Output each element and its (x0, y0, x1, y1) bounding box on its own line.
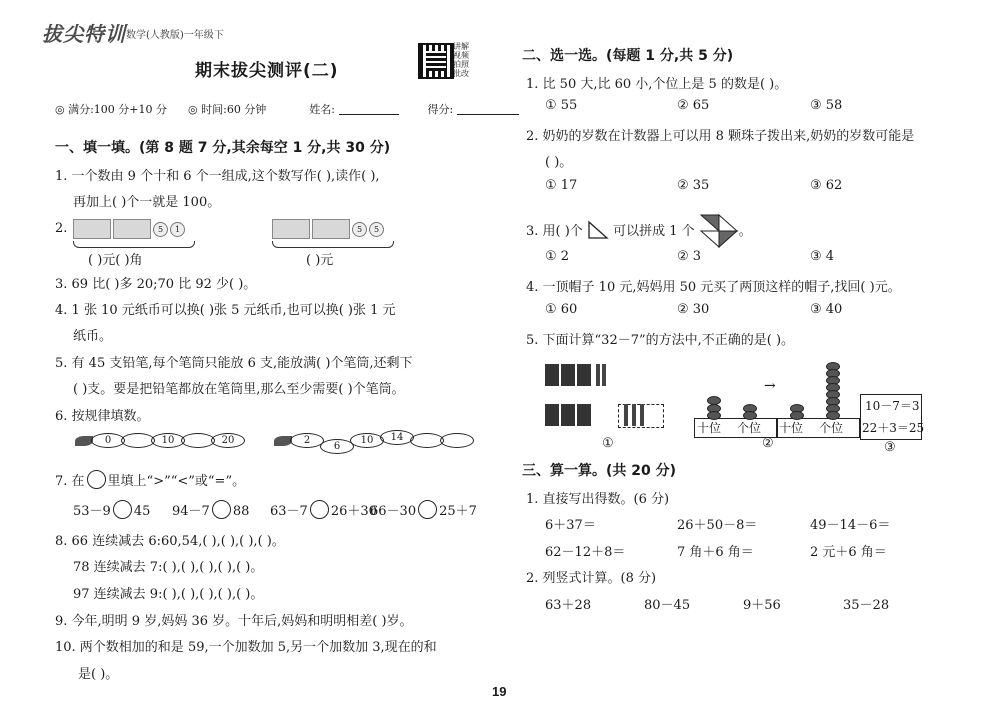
calc-item: 7 角＋6 角＝ (677, 545, 754, 560)
seq-cell[interactable] (121, 433, 155, 448)
question-9: 9. 今年,明明 9 岁,妈妈 36 岁。十年后,妈妈和明明相差( )岁。 (55, 614, 413, 629)
qr-label: 讲解视频拍照批改 (453, 42, 469, 78)
abacus-1-ones: 个位 (737, 421, 762, 435)
seq-cell[interactable]: 14 (380, 430, 414, 445)
choice-4-opt-1[interactable]: ① 60 (545, 302, 578, 317)
question-4b: 纸币。 (73, 329, 113, 344)
compare-item-3: 63－7 26＋30 (270, 500, 377, 519)
question-8b: 78 连续减去 7:( ),( ),( ),( ),( )。 (73, 560, 264, 575)
seq-cell[interactable] (181, 433, 215, 448)
choice-4-opt-3[interactable]: ③ 40 (810, 302, 843, 317)
triangle-icon (587, 220, 609, 240)
page-number: 19 (492, 684, 507, 699)
calc-item: 2 元＋6 角＝ (810, 545, 887, 560)
compare-item-1: 53－9 45 (73, 500, 150, 519)
name-field[interactable] (339, 102, 399, 115)
choice-3-mid: 可以拼成 1 个 (613, 224, 695, 239)
compare-circle[interactable] (310, 500, 329, 519)
calc-item: 49－14－6＝ (810, 518, 891, 533)
abacus-1-tens: 十位 (697, 421, 722, 435)
method-1-label: ① (602, 436, 614, 451)
choice-3: 3. 用( )个 可以拼成 1 个 。 (526, 213, 752, 249)
question-8a: 8. 66 连续减去 6:60,54,( ),( ),( ),( )。 (55, 534, 285, 549)
sequence-2 (274, 432, 474, 452)
seq-cell[interactable] (440, 433, 474, 448)
compare-item-2: 94－7 88 (172, 500, 249, 519)
seq-cell[interactable]: 2 (290, 433, 324, 448)
calc-2-title: 2. 列竖式计算。(8 分) (526, 571, 657, 586)
question-7-tail: 里填上“>”“<”或“=”。 (107, 474, 246, 489)
time-limit: ◎ 时间:60 分钟 (188, 103, 267, 116)
choice-2-opt-3[interactable]: ③ 62 (810, 178, 843, 193)
coin-icon: 5 (153, 222, 168, 237)
equation-2: 22＋3＝25 (862, 421, 925, 435)
calc-item: 26＋50－8＝ (677, 518, 758, 533)
question-10a: 10. 两个数相加的和是 59,一个加数加 5,另一个加数加 3,现在的和 (55, 640, 437, 655)
choice-1-opt-1[interactable]: ① 55 (545, 98, 578, 113)
method-2-label: ② (762, 436, 774, 451)
name-label: 姓名: (309, 103, 336, 116)
brace-right (272, 241, 394, 248)
compare-circle (87, 470, 106, 489)
choice-3-pre: 3. 用( )个 (526, 224, 583, 239)
method-3-label: ③ (884, 440, 896, 455)
section-choose: 二、选一选。(每题 1 分,共 5 分) (522, 48, 734, 64)
coin-icon: 1 (170, 222, 185, 237)
calc-item: 6＋37＝ (545, 518, 596, 533)
choice-2-opt-1[interactable]: ① 17 (545, 178, 578, 193)
subject-label: 数学(人教版)一年级下 (126, 30, 224, 41)
sequence-1 (75, 433, 245, 448)
question-1b: 再加上( )个一就是 100。 (73, 195, 221, 210)
seq-cell[interactable]: 10 (151, 433, 185, 448)
compare-circle[interactable] (418, 500, 437, 519)
question-2-number: 2. (55, 221, 68, 236)
choice-2-opt-2[interactable]: ② 35 (677, 178, 710, 193)
exam-info (55, 101, 519, 117)
banknote-icon (73, 219, 111, 239)
compare-circle[interactable] (212, 500, 231, 519)
question-7-head: 7. 在 (55, 474, 85, 489)
money-group-left (73, 219, 187, 239)
compare-item-4: 66－30 25＋7 (370, 500, 477, 519)
money-group-right (272, 219, 386, 239)
question-7 (55, 470, 245, 489)
brace-left (73, 241, 195, 248)
choice-1: 1. 比 50 大,比 60 小,个位上是 5 的数是( )。 (526, 77, 788, 92)
choice-4-opt-2[interactable]: ② 30 (677, 302, 710, 317)
composite-shape-icon (699, 213, 739, 249)
question-8c: 97 连续减去 9:( ),( ),( ),( ),( )。 (73, 587, 264, 602)
arrow-icon: → (764, 378, 776, 394)
seq-cell[interactable]: 6 (320, 439, 354, 454)
full-score: ◎ 满分:100 分+10 分 (55, 103, 168, 116)
seq-cell[interactable] (410, 433, 444, 448)
choice-2a: 2. 奶奶的岁数在计数器上可以用 8 颗珠子拨出来,奶奶的岁数可能是 (526, 129, 915, 144)
choice-1-opt-3[interactable]: ③ 58 (810, 98, 843, 113)
coin-icon: 5 (352, 222, 367, 237)
exam-title: 期末拔尖测评(二) (195, 61, 339, 81)
banknote-icon (312, 219, 350, 239)
choice-3-opt-1[interactable]: ① 2 (545, 249, 570, 264)
calc-1-title: 1. 直接写出得数。(6 分) (526, 492, 670, 507)
brand-logo: 拔尖特训 (42, 24, 126, 46)
seq-cell[interactable]: 0 (91, 433, 125, 448)
question-6: 6. 按规律填数。 (55, 409, 150, 424)
question-2-left-answer: ( )元( )角 (88, 253, 143, 268)
vertical-calc-item: 35－28 (843, 598, 890, 613)
abacus-2-tens: 十位 (779, 421, 804, 435)
choice-4: 4. 一顶帽子 10 元,妈妈用 50 元买了两顶这样的帽子,找回( )元。 (526, 280, 901, 295)
choice-3-opt-2[interactable]: ② 3 (677, 249, 702, 264)
question-10b: 是( )。 (78, 667, 119, 682)
equation-1: 10－7＝3 (865, 399, 920, 413)
choice-5: 5. 下面计算“32－7”的方法中,不正确的是( )。 (526, 333, 795, 348)
score-field[interactable] (457, 102, 519, 115)
section-calculate: 三、算一算。(共 20 分) (522, 463, 677, 479)
seq-cell[interactable]: 20 (211, 433, 245, 448)
question-5a: 5. 有 45 支铅笔,每个笔筒只能放 6 支,能放满( )个笔筒,还剩下 (55, 356, 413, 371)
qr-code-icon[interactable] (418, 43, 454, 79)
question-2-right-answer: ( )元 (306, 253, 334, 268)
calc-item: 62－12＋8＝ (545, 545, 626, 560)
choice-1-opt-2[interactable]: ② 65 (677, 98, 710, 113)
question-3: 3. 69 比( )多 20;70 比 92 少( )。 (55, 277, 257, 292)
banknote-icon (272, 219, 310, 239)
section-fill-blanks: 一、填一填。(第 8 题 7 分,其余每空 1 分,共 30 分) (55, 140, 391, 156)
vertical-calc-item: 80－45 (644, 598, 691, 613)
banknote-icon (113, 219, 151, 239)
choice-2b: ( )。 (545, 155, 573, 170)
question-4a: 4. 1 张 10 元纸币可以换( )张 5 元纸币,也可以换( )张 1 元 (55, 303, 396, 318)
score-label: 得分: (427, 103, 454, 116)
coin-icon: 5 (369, 222, 384, 237)
seq-cell[interactable]: 10 (350, 433, 384, 448)
vertical-calc-item: 63＋28 (545, 598, 592, 613)
compare-circle[interactable] (113, 500, 132, 519)
vertical-calc-item: 9＋56 (743, 598, 781, 613)
question-5b: ( )支。要是把铅笔都放在笔筒里,那么至少需要( )个笔筒。 (73, 382, 405, 397)
abacus-2-ones: 个位 (819, 421, 844, 435)
choice-3-opt-3[interactable]: ③ 4 (810, 249, 835, 264)
question-1a: 1. 一个数由 9 个十和 6 个一组成,这个数写作( ),读作( ), (55, 169, 380, 184)
